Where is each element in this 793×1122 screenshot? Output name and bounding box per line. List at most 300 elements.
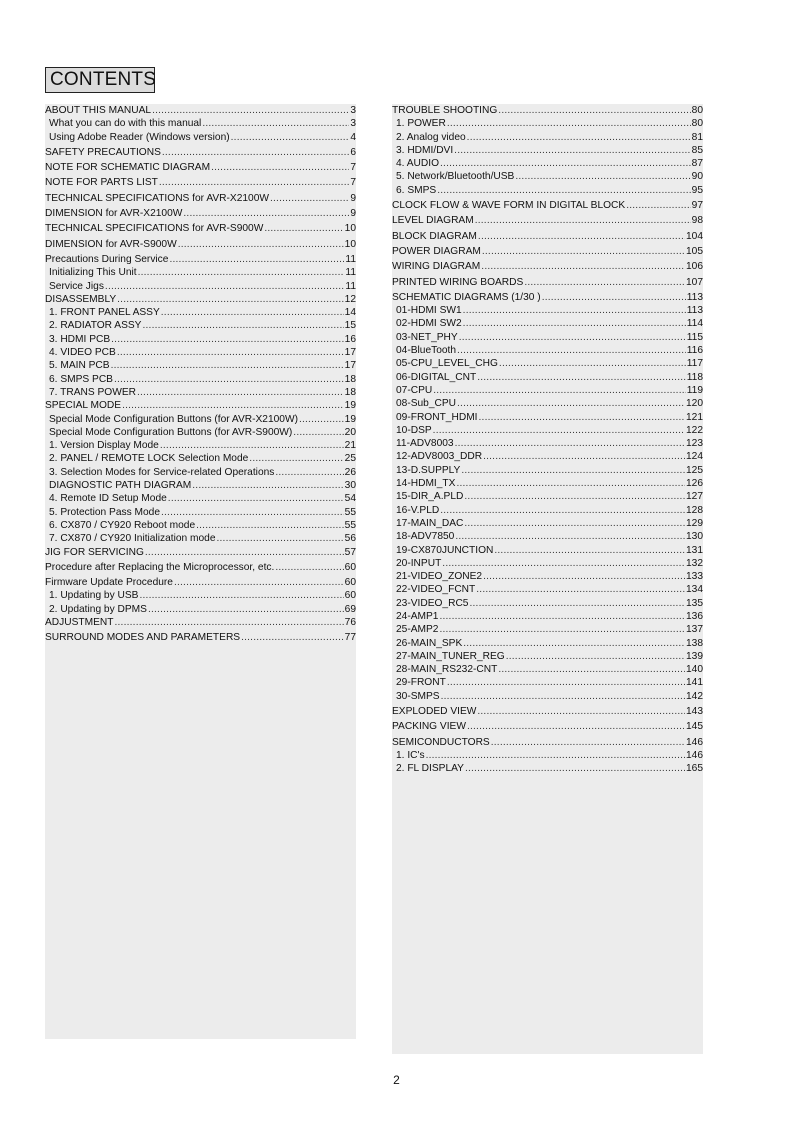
toc-entry[interactable] [45, 266, 356, 279]
toc-entry[interactable] [45, 399, 356, 412]
toc-entry[interactable] [45, 603, 356, 616]
toc-entry-page: 118 [686, 371, 703, 383]
toc-entry-page: 60 [344, 590, 356, 602]
toc-entry-page: 90 [691, 171, 703, 183]
toc-entry[interactable] [392, 720, 703, 733]
toc-entry-page: 129 [686, 517, 703, 529]
toc-entry-label: 4. AUDIO [396, 158, 440, 170]
toc-entry-page: 113 [686, 305, 703, 317]
dot-leader [437, 184, 690, 197]
dot-leader [178, 238, 344, 251]
toc-entry[interactable] [392, 736, 703, 749]
toc-entry-label: 26-MAIN_SPK [396, 637, 463, 649]
toc-entry-label: SAFETY PRECAUTIONS [45, 146, 161, 158]
toc-entry-label: 12-ADV8003_DDR [396, 451, 483, 463]
dot-leader [293, 426, 343, 439]
toc-entry-label: 21-VIDEO_ZONE2 [396, 571, 483, 583]
dot-leader [117, 293, 344, 306]
dot-leader [498, 104, 690, 117]
toc-entry-page: 69 [344, 603, 356, 615]
dot-leader [475, 214, 691, 227]
toc-entry[interactable] [392, 276, 703, 289]
dot-leader [114, 616, 343, 629]
toc-entry-page: 15 [344, 320, 356, 332]
toc-entry[interactable] [45, 104, 356, 117]
dot-leader [447, 117, 691, 130]
toc-entry[interactable] [45, 589, 356, 602]
toc-entry-label: Special Mode Configuration Buttons (for AVR-S900W) [49, 426, 293, 438]
toc-entry[interactable] [392, 450, 703, 463]
toc-entry-page: 26 [344, 466, 356, 478]
toc-entry[interactable] [392, 199, 703, 212]
toc-entry[interactable] [45, 192, 356, 205]
dot-leader [483, 570, 685, 583]
dot-leader [467, 131, 691, 144]
toc-entry[interactable] [392, 490, 703, 503]
toc-entry-page: 119 [686, 384, 703, 396]
toc-entry[interactable] [392, 214, 703, 227]
toc-entry-page: 132 [686, 557, 703, 569]
toc-entry[interactable] [392, 230, 703, 243]
dot-leader [456, 477, 685, 490]
toc-entry-label: 1. Version Display Mode [49, 440, 159, 452]
dot-leader [461, 464, 685, 477]
toc-entry-page: 56 [344, 533, 356, 545]
dot-leader [161, 506, 344, 519]
toc-entry-page: 17 [344, 360, 356, 372]
toc-entry[interactable] [45, 479, 356, 492]
toc-entry[interactable] [45, 131, 356, 144]
toc-entry-label: 15-DIR_A.PLD [396, 491, 464, 503]
dot-leader [122, 399, 344, 412]
toc-entry-page: 131 [686, 544, 703, 556]
toc-entry[interactable] [45, 576, 356, 589]
dot-leader [270, 192, 349, 205]
toc-entry-label: 06-DIGITAL_CNT [396, 371, 477, 383]
toc-entry-page: 57 [344, 546, 356, 558]
toc-entry[interactable] [45, 146, 356, 159]
toc-entry-page: 116 [686, 345, 703, 357]
toc-entry[interactable] [392, 464, 703, 477]
toc-entry-page: 142 [686, 690, 703, 702]
dot-leader [275, 466, 343, 479]
toc-entry[interactable] [392, 371, 703, 384]
toc-entry-page: 105 [686, 245, 703, 257]
toc-entry[interactable] [392, 304, 703, 317]
toc-entry-page: 7 [350, 177, 356, 189]
toc-entry[interactable] [392, 184, 703, 197]
toc-entry-label: 24-AMP1 [396, 610, 439, 622]
toc-entry-page: 126 [686, 478, 703, 490]
toc-entry[interactable] [392, 610, 703, 623]
toc-entry-label: 16-V.PLD [396, 504, 440, 516]
toc-entry[interactable] [392, 504, 703, 517]
toc-entry-page: 19 [344, 413, 356, 425]
toc-entry[interactable] [392, 411, 703, 424]
toc-entry-label: 5. Protection Pass Mode [49, 506, 160, 518]
toc-entry-page: 122 [686, 424, 703, 436]
toc-entry[interactable] [45, 466, 356, 479]
toc-entry-page: 143 [686, 706, 703, 718]
dot-leader [433, 384, 686, 397]
toc-entry[interactable] [392, 291, 703, 304]
toc-entry-label: 6. SMPS [396, 184, 437, 196]
dot-leader [506, 650, 685, 663]
dot-leader [168, 492, 344, 505]
toc-entry-page: 3 [350, 118, 356, 130]
toc-entry-label: 22-VIDEO_FCNT [396, 584, 476, 596]
toc-entry[interactable] [45, 631, 356, 644]
toc-entry-page: 12 [344, 293, 356, 305]
toc-entry[interactable] [45, 561, 356, 574]
toc-entry[interactable] [392, 637, 703, 650]
toc-entry-page: 125 [686, 464, 703, 476]
dot-leader [477, 371, 686, 384]
toc-entry-page: 16 [344, 333, 356, 345]
toc-entry-page: 134 [686, 584, 703, 596]
toc-entry[interactable] [392, 157, 703, 170]
toc-entry[interactable] [392, 170, 703, 183]
toc-entry-page: 11 [345, 267, 356, 279]
toc-entry-page: 60 [344, 561, 356, 573]
toc-entry-page: 135 [686, 597, 703, 609]
dot-leader [148, 603, 344, 616]
toc-entry[interactable] [392, 397, 703, 410]
toc-entry-page: 18 [344, 386, 356, 398]
toc-entry[interactable] [45, 532, 356, 545]
toc-entry[interactable] [45, 222, 356, 235]
dot-leader [542, 291, 686, 304]
toc-entry-page: 21 [344, 440, 356, 452]
toc-entry[interactable] [45, 161, 356, 174]
toc-entry-page: 9 [350, 208, 356, 220]
toc-entry[interactable] [392, 260, 703, 273]
toc-entry[interactable] [392, 762, 703, 775]
toc-entry[interactable] [45, 207, 356, 220]
toc-entry[interactable] [392, 317, 703, 330]
dot-leader [626, 199, 690, 212]
dot-leader [440, 157, 691, 170]
toc-entry-page: 76 [344, 616, 356, 628]
toc-entry[interactable] [392, 544, 703, 557]
toc-entry-page: 115 [686, 331, 703, 343]
toc-entry[interactable] [392, 245, 703, 258]
toc-entry-page: 117 [686, 358, 703, 370]
dot-leader [459, 331, 686, 344]
toc-entry-page: 55 [344, 506, 356, 518]
toc-entry-label: 20-INPUT [396, 557, 442, 569]
toc-entry[interactable] [45, 176, 356, 189]
toc-entry-label: Initializing This Unit [49, 267, 137, 279]
dot-leader [479, 411, 685, 424]
toc-entry[interactable] [45, 439, 356, 452]
toc-entry-label: Precautions During Service [45, 253, 169, 265]
toc-entry-label: 14-HDMI_TX [396, 478, 456, 490]
toc-entry-page: 19 [344, 400, 356, 412]
toc-entry-label: 23-VIDEO_RC5 [396, 597, 469, 609]
toc-entry-label: POWER DIAGRAM [392, 245, 481, 257]
dot-leader [142, 319, 343, 332]
toc-entry[interactable] [45, 280, 356, 293]
toc-entry-page: 80 [691, 105, 703, 116]
toc-entry-label: PACKING VIEW [392, 721, 466, 733]
toc-entry-page: 85 [691, 144, 703, 156]
toc-entry-label: 1. FRONT PANEL ASSY [49, 307, 160, 319]
toc-entry[interactable] [45, 333, 356, 346]
page-number: 2 [393, 1073, 400, 1087]
toc-entry[interactable] [392, 131, 703, 144]
toc-entry-page: 128 [686, 504, 703, 516]
dot-leader [469, 597, 685, 610]
toc-entry-label: TECHNICAL SPECIFICATIONS for AVR-S900W [45, 223, 264, 235]
toc-entry-label: 3. Selection Modes for Service-related Operations [49, 466, 275, 478]
dot-leader [464, 517, 685, 530]
toc-entry[interactable] [392, 117, 703, 130]
dot-leader [439, 623, 685, 636]
toc-entry-label: DIMENSION for AVR-X2100W [45, 208, 183, 220]
toc-entry-label: 17-MAIN_DAC [396, 517, 464, 529]
dot-leader [498, 663, 685, 676]
toc-entry-label: 09-FRONT_HDMI [396, 411, 478, 423]
toc-entry-label: 05-CPU_LEVEL_CHG [396, 358, 498, 370]
toc-entry[interactable] [45, 519, 356, 532]
toc-entry-page: 165 [686, 763, 703, 775]
toc-entry-page: 98 [691, 215, 703, 227]
toc-entry-label: ADJUSTMENT [45, 616, 114, 628]
toc-entry-label: SEMICONDUCTORS [392, 736, 490, 748]
toc-entry[interactable] [392, 384, 703, 397]
dot-leader [441, 690, 685, 703]
toc-entry-page: 120 [686, 398, 703, 410]
toc-entry-label: DIMENSION for AVR-S900W [45, 238, 177, 250]
toc-entry-page: 20 [344, 426, 356, 438]
toc-entry[interactable] [392, 623, 703, 636]
toc-entry-label: 1. Updating by USB [49, 590, 139, 602]
toc-entry[interactable] [392, 690, 703, 703]
dot-leader [249, 452, 343, 465]
dot-leader [440, 504, 685, 517]
toc-entry[interactable] [45, 386, 356, 399]
toc-entry[interactable] [392, 676, 703, 689]
toc-entry-page: 146 [686, 749, 703, 761]
toc-entry[interactable] [392, 570, 703, 583]
toc-entry-label: 30-SMPS [396, 690, 440, 702]
toc-entry-page: 136 [686, 610, 703, 622]
dot-leader [467, 720, 685, 733]
toc-entry[interactable] [45, 319, 356, 332]
toc-entry[interactable] [392, 344, 703, 357]
toc-entry-label: What you can do with this manual [49, 118, 202, 130]
toc-entry-label: JIG FOR SERVICING [45, 546, 144, 558]
dot-leader [231, 131, 350, 144]
toc-entry-page: 6 [350, 146, 356, 158]
toc-entry[interactable] [392, 597, 703, 610]
toc-entry[interactable] [45, 492, 356, 505]
toc-entry-label: 5. Network/Bluetooth/USB [396, 171, 515, 183]
toc-entry-label: 6. CX870 / CY920 Reboot mode [49, 519, 196, 531]
toc-entry-page: 3 [350, 105, 356, 116]
dot-leader [457, 397, 685, 410]
dot-leader [499, 357, 686, 370]
toc-entry-page: 104 [686, 230, 703, 242]
dot-leader [454, 144, 690, 157]
dot-leader [202, 117, 349, 130]
toc-entry-label: 11-ADV8003 [396, 438, 454, 450]
dot-leader [105, 280, 345, 293]
dot-leader [138, 266, 345, 279]
dot-leader [494, 544, 685, 557]
toc-entry-page: 145 [686, 721, 703, 733]
toc-entry[interactable] [45, 346, 356, 359]
dot-leader [478, 230, 685, 243]
toc-entry[interactable] [45, 373, 356, 386]
dot-leader [162, 146, 349, 159]
toc-entry-label: 2. RADIATOR ASSY [49, 320, 142, 332]
dot-leader [433, 424, 685, 437]
toc-entry[interactable] [45, 253, 356, 266]
toc-entry-label: SURROUND MODES AND PARAMETERS [45, 632, 241, 644]
toc-entry[interactable] [45, 293, 356, 306]
toc-entry[interactable] [45, 426, 356, 439]
toc-entry-label: 2. FL DISPLAY [396, 763, 464, 775]
dot-leader [426, 749, 685, 762]
toc-entry[interactable] [392, 424, 703, 437]
toc-entry-label: EXPLODED VIEW [392, 706, 477, 718]
dot-leader [183, 207, 349, 220]
toc-entry-page: 138 [686, 637, 703, 649]
toc-entry-label: 28-MAIN_RS232-CNT [396, 664, 498, 676]
page-title: CONTENTS [45, 67, 155, 93]
dot-leader [174, 576, 344, 589]
dot-leader [241, 631, 344, 644]
dot-leader [465, 762, 685, 775]
toc-entry-label: 7. CX870 / CY920 Initialization mode [49, 533, 216, 545]
dot-leader [455, 437, 685, 450]
toc-entry-page: 54 [344, 493, 356, 505]
dot-leader [455, 530, 685, 543]
toc-entry-page: 9 [350, 192, 356, 204]
toc-entry[interactable] [45, 306, 356, 319]
dot-leader [481, 260, 685, 273]
dot-leader [152, 104, 349, 117]
dot-leader [463, 304, 686, 317]
toc-entry-page: 7 [350, 162, 356, 174]
dot-leader [477, 705, 685, 718]
toc-entry[interactable] [45, 413, 356, 426]
dot-leader [442, 557, 685, 570]
toc-entry[interactable] [392, 144, 703, 157]
toc-entry-label: 19-CX870JUNCTION [396, 544, 494, 556]
toc-entry-label: 04-BlueTooth [396, 345, 457, 357]
toc-entry[interactable] [392, 650, 703, 663]
toc-entry-page: 123 [686, 438, 703, 450]
toc-entry-page: 139 [686, 650, 703, 662]
toc-entry[interactable] [45, 117, 356, 130]
toc-entry-page: 10 [344, 223, 356, 235]
toc-entry-label: 25-AMP2 [396, 624, 439, 636]
toc-entry[interactable] [392, 557, 703, 570]
toc-entry-label: 2. PANEL / REMOTE LOCK Selection Mode [49, 453, 249, 465]
toc-entry[interactable] [392, 477, 703, 490]
toc-entry[interactable] [392, 663, 703, 676]
toc-entry-label: 08-Sub_CPU [396, 398, 457, 410]
toc-entry-label: SCHEMATIC DIAGRAMS (1/30 ) [392, 291, 541, 303]
toc-entry-label: 01-HDMI SW1 [396, 305, 462, 317]
toc-entry-label: SPECIAL MODE [45, 400, 122, 412]
toc-entry[interactable] [392, 331, 703, 344]
toc-entry-label: PRINTED WIRING BOARDS [392, 276, 524, 288]
toc-left-column [45, 104, 356, 1039]
dot-leader [482, 245, 685, 258]
toc-right-column [392, 104, 703, 1054]
toc-entry-label: WIRING DIAGRAM [392, 261, 481, 273]
toc-entry-page: 107 [686, 276, 703, 288]
toc-entry[interactable] [392, 705, 703, 718]
toc-entry-label: TROUBLE SHOOTING [392, 105, 498, 116]
toc-entry-page: 14 [344, 307, 356, 319]
toc-entry-label: Using Adobe Reader (Windows version) [49, 131, 230, 143]
toc-entry-label: 2. Updating by DPMS [49, 603, 147, 615]
toc-entry-label: DISASSEMBLY [45, 293, 117, 305]
toc-entry[interactable] [45, 506, 356, 519]
toc-entry-page: 95 [691, 184, 703, 196]
dot-leader [192, 479, 343, 492]
toc-entry-page: 60 [344, 577, 356, 589]
toc-entry-label: 18-ADV7850 [396, 531, 455, 543]
dot-leader [476, 583, 685, 596]
dot-leader [137, 386, 344, 399]
toc-entry-label: Firmware Update Procedure [45, 577, 173, 589]
toc-entry-label: DIAGNOSTIC PATH DIAGRAM [49, 480, 192, 492]
toc-entry[interactable] [45, 616, 356, 629]
toc-entry-label: 1. IC's [396, 749, 425, 761]
dot-leader [139, 589, 343, 602]
toc-entry-label: 6. SMPS PCB [49, 373, 113, 385]
toc-entry-page: 137 [686, 624, 703, 636]
toc-entry-label: NOTE FOR PARTS LIST [45, 177, 158, 189]
toc-entry[interactable] [392, 530, 703, 543]
toc-entry-label: 27-MAIN_TUNER_REG [396, 650, 505, 662]
toc-entry-page: 80 [691, 118, 703, 130]
dot-leader [111, 333, 344, 346]
toc-entry[interactable] [45, 546, 356, 559]
toc-entry-page: 87 [691, 158, 703, 170]
toc-entry-label: 5. MAIN PCB [49, 360, 110, 372]
toc-entry[interactable] [392, 517, 703, 530]
toc-entry[interactable] [392, 437, 703, 450]
dot-leader [196, 519, 344, 532]
toc-entry[interactable] [392, 357, 703, 370]
toc-entry[interactable] [392, 583, 703, 596]
dot-leader [483, 450, 685, 463]
toc-entry[interactable] [45, 238, 356, 251]
toc-entry-label: 07-CPU [396, 384, 433, 396]
toc-entry-page: 121 [686, 411, 703, 423]
toc-entry-label: 29-FRONT [396, 677, 446, 689]
toc-entry[interactable] [45, 452, 356, 465]
toc-entry[interactable] [392, 749, 703, 762]
toc-entry[interactable] [392, 104, 703, 117]
toc-entry[interactable] [45, 359, 356, 372]
toc-entry-page: 81 [691, 131, 703, 143]
dot-leader [264, 222, 343, 235]
dot-leader [447, 676, 685, 689]
toc-entry-label: 3. HDMI/DVI [396, 144, 454, 156]
dot-leader [211, 161, 349, 174]
dot-leader [491, 736, 685, 749]
dot-leader [463, 637, 685, 650]
dot-leader [299, 413, 344, 426]
